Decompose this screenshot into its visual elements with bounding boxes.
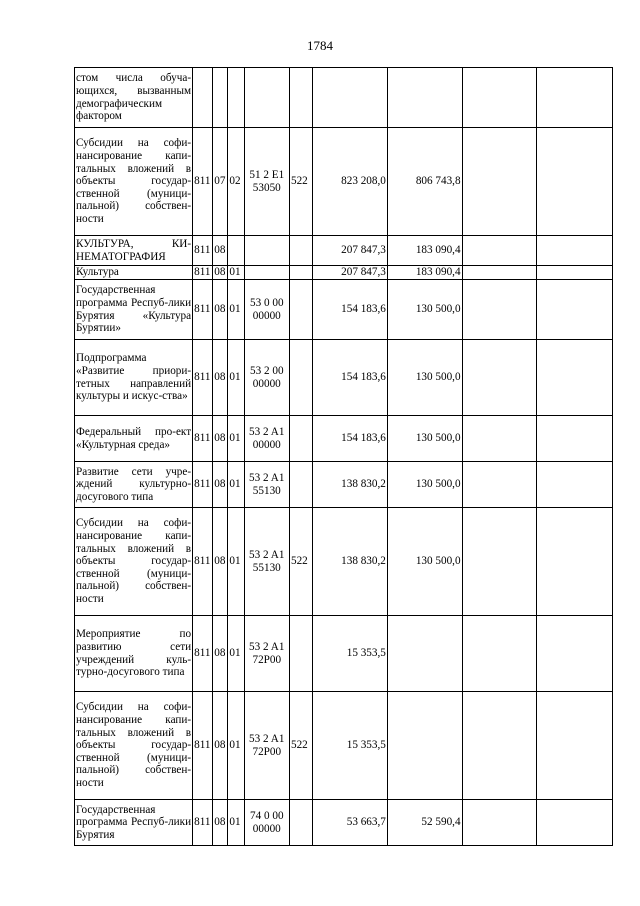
cell-sum-4: [537, 340, 613, 416]
cell-sum-4: [537, 800, 613, 846]
cell-csr: [244, 68, 289, 128]
cell-sum-4: [537, 236, 613, 266]
cell-pr: 01: [228, 508, 244, 616]
row-name: Подпрограмма «Развитие приори-тетных направлений культуры и искус-ства»: [75, 340, 193, 416]
cell-pr: 01: [228, 462, 244, 508]
table-body: [75, 68, 613, 846]
row-name: Субсидии на софи-нансирование капи-тальных вложений в объекты государ-ственной (муници-пальной) собствен-ности: [75, 508, 193, 616]
cell-vr: [289, 280, 312, 340]
table-row: [75, 508, 613, 616]
cell-sum-1: 138 830,2: [313, 462, 388, 508]
table-row: [75, 800, 613, 846]
cell-gr: 811: [193, 416, 213, 462]
cell-gr: 811: [193, 616, 213, 692]
cell-sum-4: [537, 616, 613, 692]
cell-sum-4: [537, 462, 613, 508]
cell-sum-3: [462, 416, 537, 462]
cell-sum-3: [462, 68, 537, 128]
table-row: [75, 266, 613, 280]
cell-gr: 811: [193, 128, 213, 236]
cell-vr: [289, 266, 312, 280]
cell-pr: 01: [228, 692, 244, 800]
cell-gr: 811: [193, 462, 213, 508]
cell-vr: [289, 68, 312, 128]
cell-sum-2: 806 743,8: [387, 128, 462, 236]
cell-gr: 811: [193, 266, 213, 280]
row-name: Развитие сети учре-ждений культурно-досугового типа: [75, 462, 193, 508]
cell-csr: 74 0 00 00000: [244, 800, 289, 846]
cell-sum-3: [462, 462, 537, 508]
table-row: [75, 692, 613, 800]
row-name: КУЛЬТУРА, КИ-НЕМАТОГРАФИЯ: [75, 236, 193, 266]
page-number: 1784: [307, 38, 333, 53]
cell-sum-3: [462, 800, 537, 846]
cell-rz: [213, 68, 228, 128]
cell-vr: [289, 616, 312, 692]
cell-csr: 53 2 00 00000: [244, 340, 289, 416]
cell-sum-2: [387, 616, 462, 692]
cell-sum-1: 154 183,6: [313, 280, 388, 340]
row-name: Государственная программа Респуб-лики Бурятия «Культура Бурятии»: [75, 280, 193, 340]
cell-sum-1: 154 183,6: [313, 340, 388, 416]
cell-sum-4: [537, 266, 613, 280]
cell-vr: 522: [289, 508, 312, 616]
cell-csr: 53 2 A1 00000: [244, 416, 289, 462]
cell-pr: 01: [228, 266, 244, 280]
cell-sum-2: [387, 68, 462, 128]
cell-sum-2: 183 090,4: [387, 236, 462, 266]
cell-vr: 522: [289, 128, 312, 236]
cell-vr: [289, 416, 312, 462]
table-row: [75, 340, 613, 416]
cell-sum-2: 130 500,0: [387, 416, 462, 462]
cell-rz: 08: [213, 236, 228, 266]
cell-rz: 08: [213, 462, 228, 508]
cell-rz: 08: [213, 280, 228, 340]
cell-pr: 01: [228, 340, 244, 416]
cell-rz: 07: [213, 128, 228, 236]
cell-sum-1: 15 353,5: [313, 692, 388, 800]
cell-sum-4: [537, 68, 613, 128]
cell-sum-1: 154 183,6: [313, 416, 388, 462]
cell-gr: [193, 68, 213, 128]
table-row: [75, 236, 613, 266]
cell-csr: 53 0 00 00000: [244, 280, 289, 340]
cell-vr: [289, 462, 312, 508]
cell-sum-4: [537, 508, 613, 616]
cell-gr: 811: [193, 800, 213, 846]
cell-gr: 811: [193, 236, 213, 266]
table-row: [75, 416, 613, 462]
budget-table: [74, 67, 613, 846]
cell-pr: 01: [228, 280, 244, 340]
table-row: [75, 616, 613, 692]
cell-gr: 811: [193, 692, 213, 800]
cell-rz: 08: [213, 266, 228, 280]
table-row: [75, 280, 613, 340]
cell-pr: 01: [228, 416, 244, 462]
cell-sum-1: 823 208,0: [313, 128, 388, 236]
cell-sum-4: [537, 128, 613, 236]
cell-sum-2: 183 090,4: [387, 266, 462, 280]
cell-sum-2: 130 500,0: [387, 340, 462, 416]
cell-rz: 08: [213, 340, 228, 416]
cell-sum-4: [537, 416, 613, 462]
cell-csr: [244, 236, 289, 266]
cell-sum-3: [462, 340, 537, 416]
table-row: [75, 128, 613, 236]
cell-pr: [228, 236, 244, 266]
cell-vr: [289, 236, 312, 266]
cell-sum-3: [462, 266, 537, 280]
cell-rz: 08: [213, 692, 228, 800]
cell-sum-1: [313, 68, 388, 128]
cell-sum-4: [537, 692, 613, 800]
cell-sum-3: [462, 508, 537, 616]
row-name: Государственная программа Респуб-лики Бурятия: [75, 800, 193, 846]
row-name: Культура: [75, 266, 193, 280]
row-name: Федеральный про-ект «Культурная среда»: [75, 416, 193, 462]
cell-sum-1: 207 847,3: [313, 266, 388, 280]
cell-sum-1: 207 847,3: [313, 236, 388, 266]
cell-sum-3: [462, 128, 537, 236]
cell-sum-3: [462, 280, 537, 340]
row-name: Субсидии на софи-нансирование капи-тальных вложений в объекты государ-ственной (муници-пальной) собствен-ности: [75, 692, 193, 800]
cell-sum-2: 130 500,0: [387, 508, 462, 616]
cell-sum-2: 52 590,4: [387, 800, 462, 846]
row-name: Субсидии на софи-нансирование капи-тальных вложений в объекты государ-ственной (муници-пальной) собствен-ности: [75, 128, 193, 236]
cell-csr: [244, 266, 289, 280]
cell-gr: 811: [193, 280, 213, 340]
cell-pr: 02: [228, 128, 244, 236]
cell-csr: 51 2 E1 53050: [244, 128, 289, 236]
cell-vr: 522: [289, 692, 312, 800]
cell-sum-1: 138 830,2: [313, 508, 388, 616]
cell-pr: 01: [228, 616, 244, 692]
cell-sum-2: 130 500,0: [387, 280, 462, 340]
row-name: Мероприятие по развитию сети учреждений куль-турно-досугового типа: [75, 616, 193, 692]
cell-sum-2: [387, 692, 462, 800]
row-name: стом числа обуча-ющихся, вызванным демографическим фактором: [75, 68, 193, 128]
cell-csr: 53 2 A1 55130: [244, 462, 289, 508]
cell-csr: 53 2 A1 55130: [244, 508, 289, 616]
cell-rz: 08: [213, 416, 228, 462]
cell-csr: 53 2 A1 72P00: [244, 616, 289, 692]
cell-gr: 811: [193, 340, 213, 416]
cell-sum-1: 53 663,7: [313, 800, 388, 846]
cell-sum-3: [462, 692, 537, 800]
cell-gr: 811: [193, 508, 213, 616]
cell-pr: 01: [228, 800, 244, 846]
cell-pr: [228, 68, 244, 128]
cell-sum-1: 15 353,5: [313, 616, 388, 692]
cell-sum-3: [462, 236, 537, 266]
cell-vr: [289, 340, 312, 416]
cell-rz: 08: [213, 800, 228, 846]
cell-vr: [289, 800, 312, 846]
cell-sum-3: [462, 616, 537, 692]
table-row: [75, 68, 613, 128]
cell-sum-4: [537, 280, 613, 340]
cell-sum-2: 130 500,0: [387, 462, 462, 508]
cell-rz: 08: [213, 616, 228, 692]
cell-csr: 53 2 A1 72P00: [244, 692, 289, 800]
table-row: [75, 462, 613, 508]
cell-rz: 08: [213, 508, 228, 616]
